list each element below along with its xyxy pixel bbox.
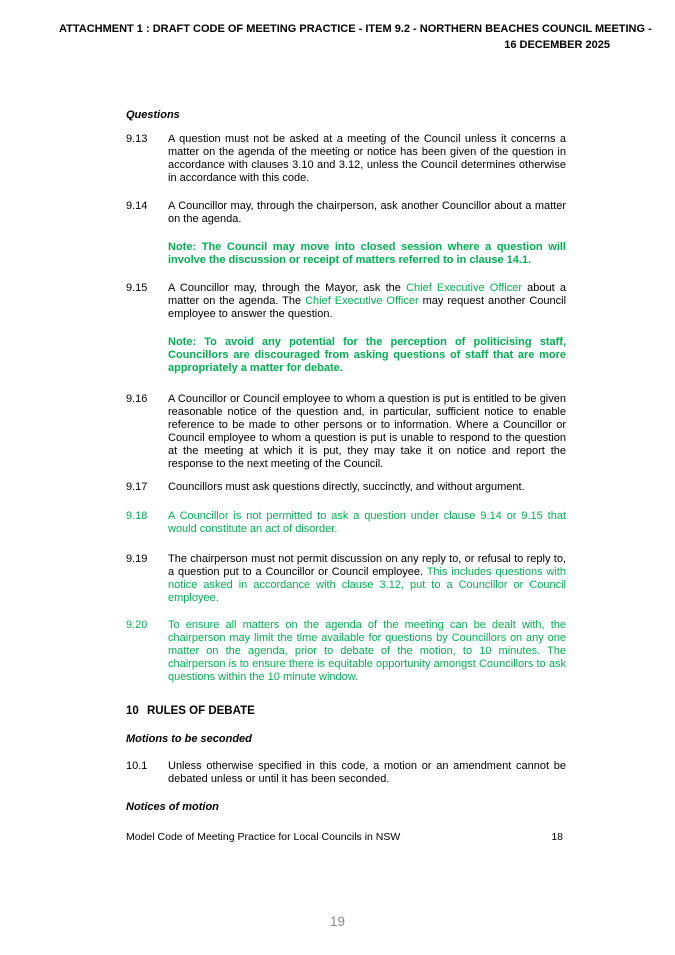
section-title: RULES OF DEBATE <box>147 705 255 717</box>
text-segment: The chairperson must not permit discussion on any reply to, or refusal to reply to, a question put to a Councillor or Council employee. <box>168 553 566 578</box>
clause-9-17 <box>126 481 566 494</box>
text-segment: about a matter on the agenda. The <box>168 282 566 307</box>
footer-title: Model Code of Meeting Practice for Local Councils in NSW <box>126 831 401 843</box>
note-closed-session: Note: The Council may move into closed session where a question will involve the discussion or receipt of matters referred to in clause 14.1. <box>168 241 566 266</box>
page-footer <box>126 831 563 844</box>
clause-text: A question must not be asked at a meeting of the Council unless it concerns a matter on the agenda of the meeting or notice has been given of the question in accordance with clauses 3.10 and 3.12, unless the Council determines otherwise in accordance with this code. <box>168 133 566 184</box>
clause-number: 9.18 <box>126 510 148 522</box>
clause-9-16 <box>126 393 566 471</box>
clause-text: Unless otherwise specified in this code, a motion or an amendment cannot be debated unless or until it has been seconded. <box>168 760 566 785</box>
text-segment-green: Chief Executive Officer <box>305 295 419 307</box>
clause-text: A Councillor is not permitted to ask a question under clause 9.14 or 9.15 that would constitute an act of disorder. <box>168 510 566 535</box>
footer-page-number: 18 <box>551 831 563 843</box>
clause-9-13 <box>126 133 566 185</box>
document-body <box>126 109 566 814</box>
note-politicising: Note: To avoid any potential for the perception of politicising staff, Councillors are discouraged from asking questions of staff that are more appropriately a matter for debate. <box>168 336 566 374</box>
section-number: 10 <box>126 705 139 717</box>
clause-number: 9.14 <box>126 200 148 212</box>
clause-9-20 <box>126 619 566 684</box>
section-10-heading <box>126 705 566 718</box>
clause-number: 10.1 <box>126 760 148 772</box>
clause-number: 9.15 <box>126 282 148 294</box>
page-header <box>59 22 652 53</box>
clause-number: 9.16 <box>126 393 148 405</box>
text-segment: A Councillor may, through the Mayor, ask the <box>168 282 407 294</box>
header-line-1: ATTACHMENT 1 : DRAFT CODE OF MEETING PRACTICE - ITEM 9.2 - NORTHERN BEACHES COUNCIL MEETING - <box>59 23 652 35</box>
clause-text <box>168 282 566 321</box>
questions-heading: Questions <box>126 109 180 121</box>
clause-number: 9.19 <box>126 553 148 565</box>
text-segment-green: Chief Executive Officer <box>406 282 522 294</box>
header-line-2: 16 DECEMBER 2025 <box>504 38 610 51</box>
clause-text: A Councillor may, through the chairperson, ask another Councillor about a matter on the agenda. <box>168 200 566 225</box>
notices-of-motion-heading: Notices of motion <box>126 801 219 813</box>
clause-text: To ensure all matters on the agenda of the meeting can be dealt with, the chairperson may limit the time available for questions by Councillors on any one matter on the agenda, prior to debate of the motion, to 10 minutes. The chairperson is to ensure there is equitable opportunity amongst Councillors to ask questions within the 10 minute window. <box>168 619 566 683</box>
clause-9-18 <box>126 510 566 536</box>
clause-9-19 <box>126 553 566 605</box>
clause-number: 9.13 <box>126 133 148 145</box>
clause-text: Councillors must ask questions directly, succinctly, and without argument. <box>168 481 525 493</box>
text-segment-green: This includes questions with notice asked in accordance with clause 3.12, put to a Councillor or Council employee. <box>168 566 566 604</box>
clause-number: 9.20 <box>126 619 148 631</box>
motions-to-be-seconded-heading: Motions to be seconded <box>126 733 252 745</box>
clause-text: A Councillor or Council employee to whom a question is put is entitled to be given reasonable notice of the question and, in particular, sufficient notice to enable reference to be made to other persons or to information. Where a Councillor or Council employee to whom a question is put is unable to respond to the question at the meeting at which it is put, they may take it on notice and report the response to the next meeting of the Council. <box>168 393 566 470</box>
clause-9-14 <box>126 200 566 226</box>
clause-10-1 <box>126 760 566 786</box>
clause-number: 9.17 <box>126 481 148 493</box>
clause-9-15 <box>126 282 566 321</box>
viewer-page-number: 19 <box>329 914 346 929</box>
clause-text <box>168 553 566 605</box>
text-segment: may request another Council employee to answer the question. <box>168 295 567 320</box>
